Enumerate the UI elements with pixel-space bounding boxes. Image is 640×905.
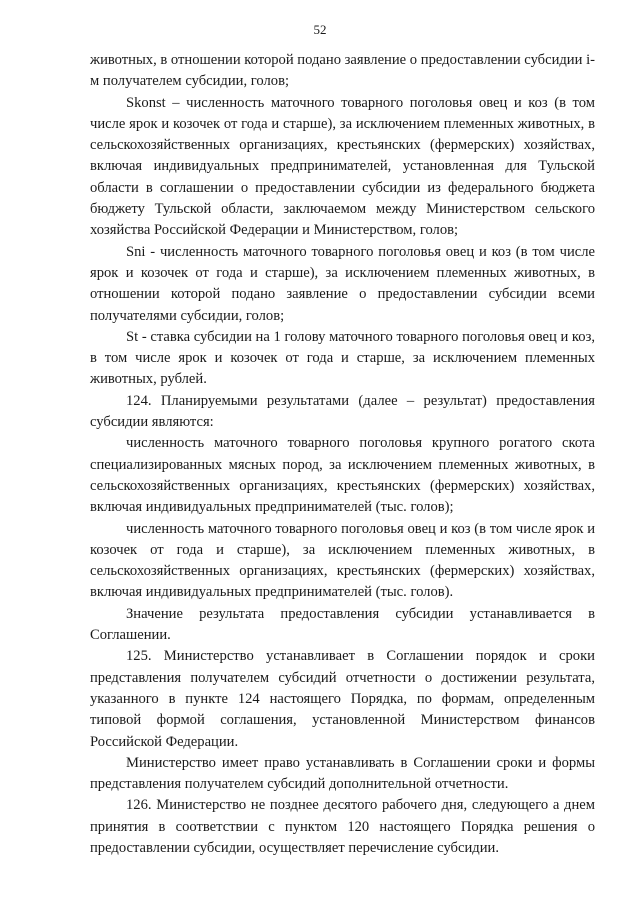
paragraph-additional-reporting: Министерство имеет право устанавливать в Соглашении сроки и формы представления получателем субсидий дополнительной отчетности. — [90, 754, 595, 793]
paragraph-124: 124. Планируемыми результатами (далее – результат) предоставления субсидии являются: — [90, 392, 595, 431]
paragraph-skonst-definition: Skonst – численность маточного товарного поголовья овец и коз (в том числе ярок и козочек от года и старше), за исключением племенных животных, в сельскохозяйственных организациях, крестьянских (фермерских) хозяйствах, включая индивидуальных предпринимателей, установленная для Тульской области в соглашении о предоставлении субсидии из федерального бюджета бюджету Тульской области, заключаемом между Министерством сельского хозяйства Российской Федерации и Министерством, голов; — [90, 94, 595, 239]
page-number: 52 — [313, 22, 327, 37]
paragraph-result-value: Значение результата предоставления субсидии устанавливается в Соглашении. — [90, 605, 595, 644]
paragraph-sni-definition: Sni - численность маточного товарного поголовья овец и коз (в том числе ярок и козочек от года и старше), за исключением племенных животных, в отношении которой подано заявление о предоставлении субсидии всеми получателями субсидии, голов; — [90, 243, 595, 324]
document-body — [90, 50, 595, 859]
paragraph-126: 126. Министерство не позднее десятого рабочего дня, следующего а днем принятия в соответствии с пунктом 120 настоящего Порядка решения о предоставлении субсидии, осуществляет перечисление субсидии. — [90, 797, 595, 856]
paragraph-125: 125. Министерство устанавливает в Соглашении порядок и сроки представления получателем субсидий отчетности о достижении результата, указанного в пункте 124 настоящего Порядка, по формам, определенным типовой формой соглашения, установленной Министерством финансов Российской Федерации. — [90, 648, 595, 750]
paragraph-st-definition: St - ставка субсидии на 1 голову маточного товарного поголовья овец и коз, в том числе ярок и козочек от года и старше, за исключением племенных животных, рублей. — [90, 328, 595, 388]
paragraph-result-sheep-goats: численность маточного товарного поголовья овец и коз (в том числе ярок и козочек от года и старше), за исключением племенных животных, в сельскохозяйственных организациях, крестьянских (фермерских) хозяйствах, включая индивидуальных предпринимателей (тыс. голов). — [90, 520, 595, 601]
paragraph-result-cattle: численность маточного товарного поголовья крупного рогатого скота специализированных мясных пород, за исключением племенных животных, в сельскохозяйственных организациях, крестьянских (фермерских) хозяйствах, включая индивидуальных предпринимателей (тыс. голов); — [90, 435, 595, 516]
paragraph-continuation: животных, в отношении которой подано заявление о предоставлении субсидии i-м получателем субсидии, голов; — [90, 52, 595, 90]
